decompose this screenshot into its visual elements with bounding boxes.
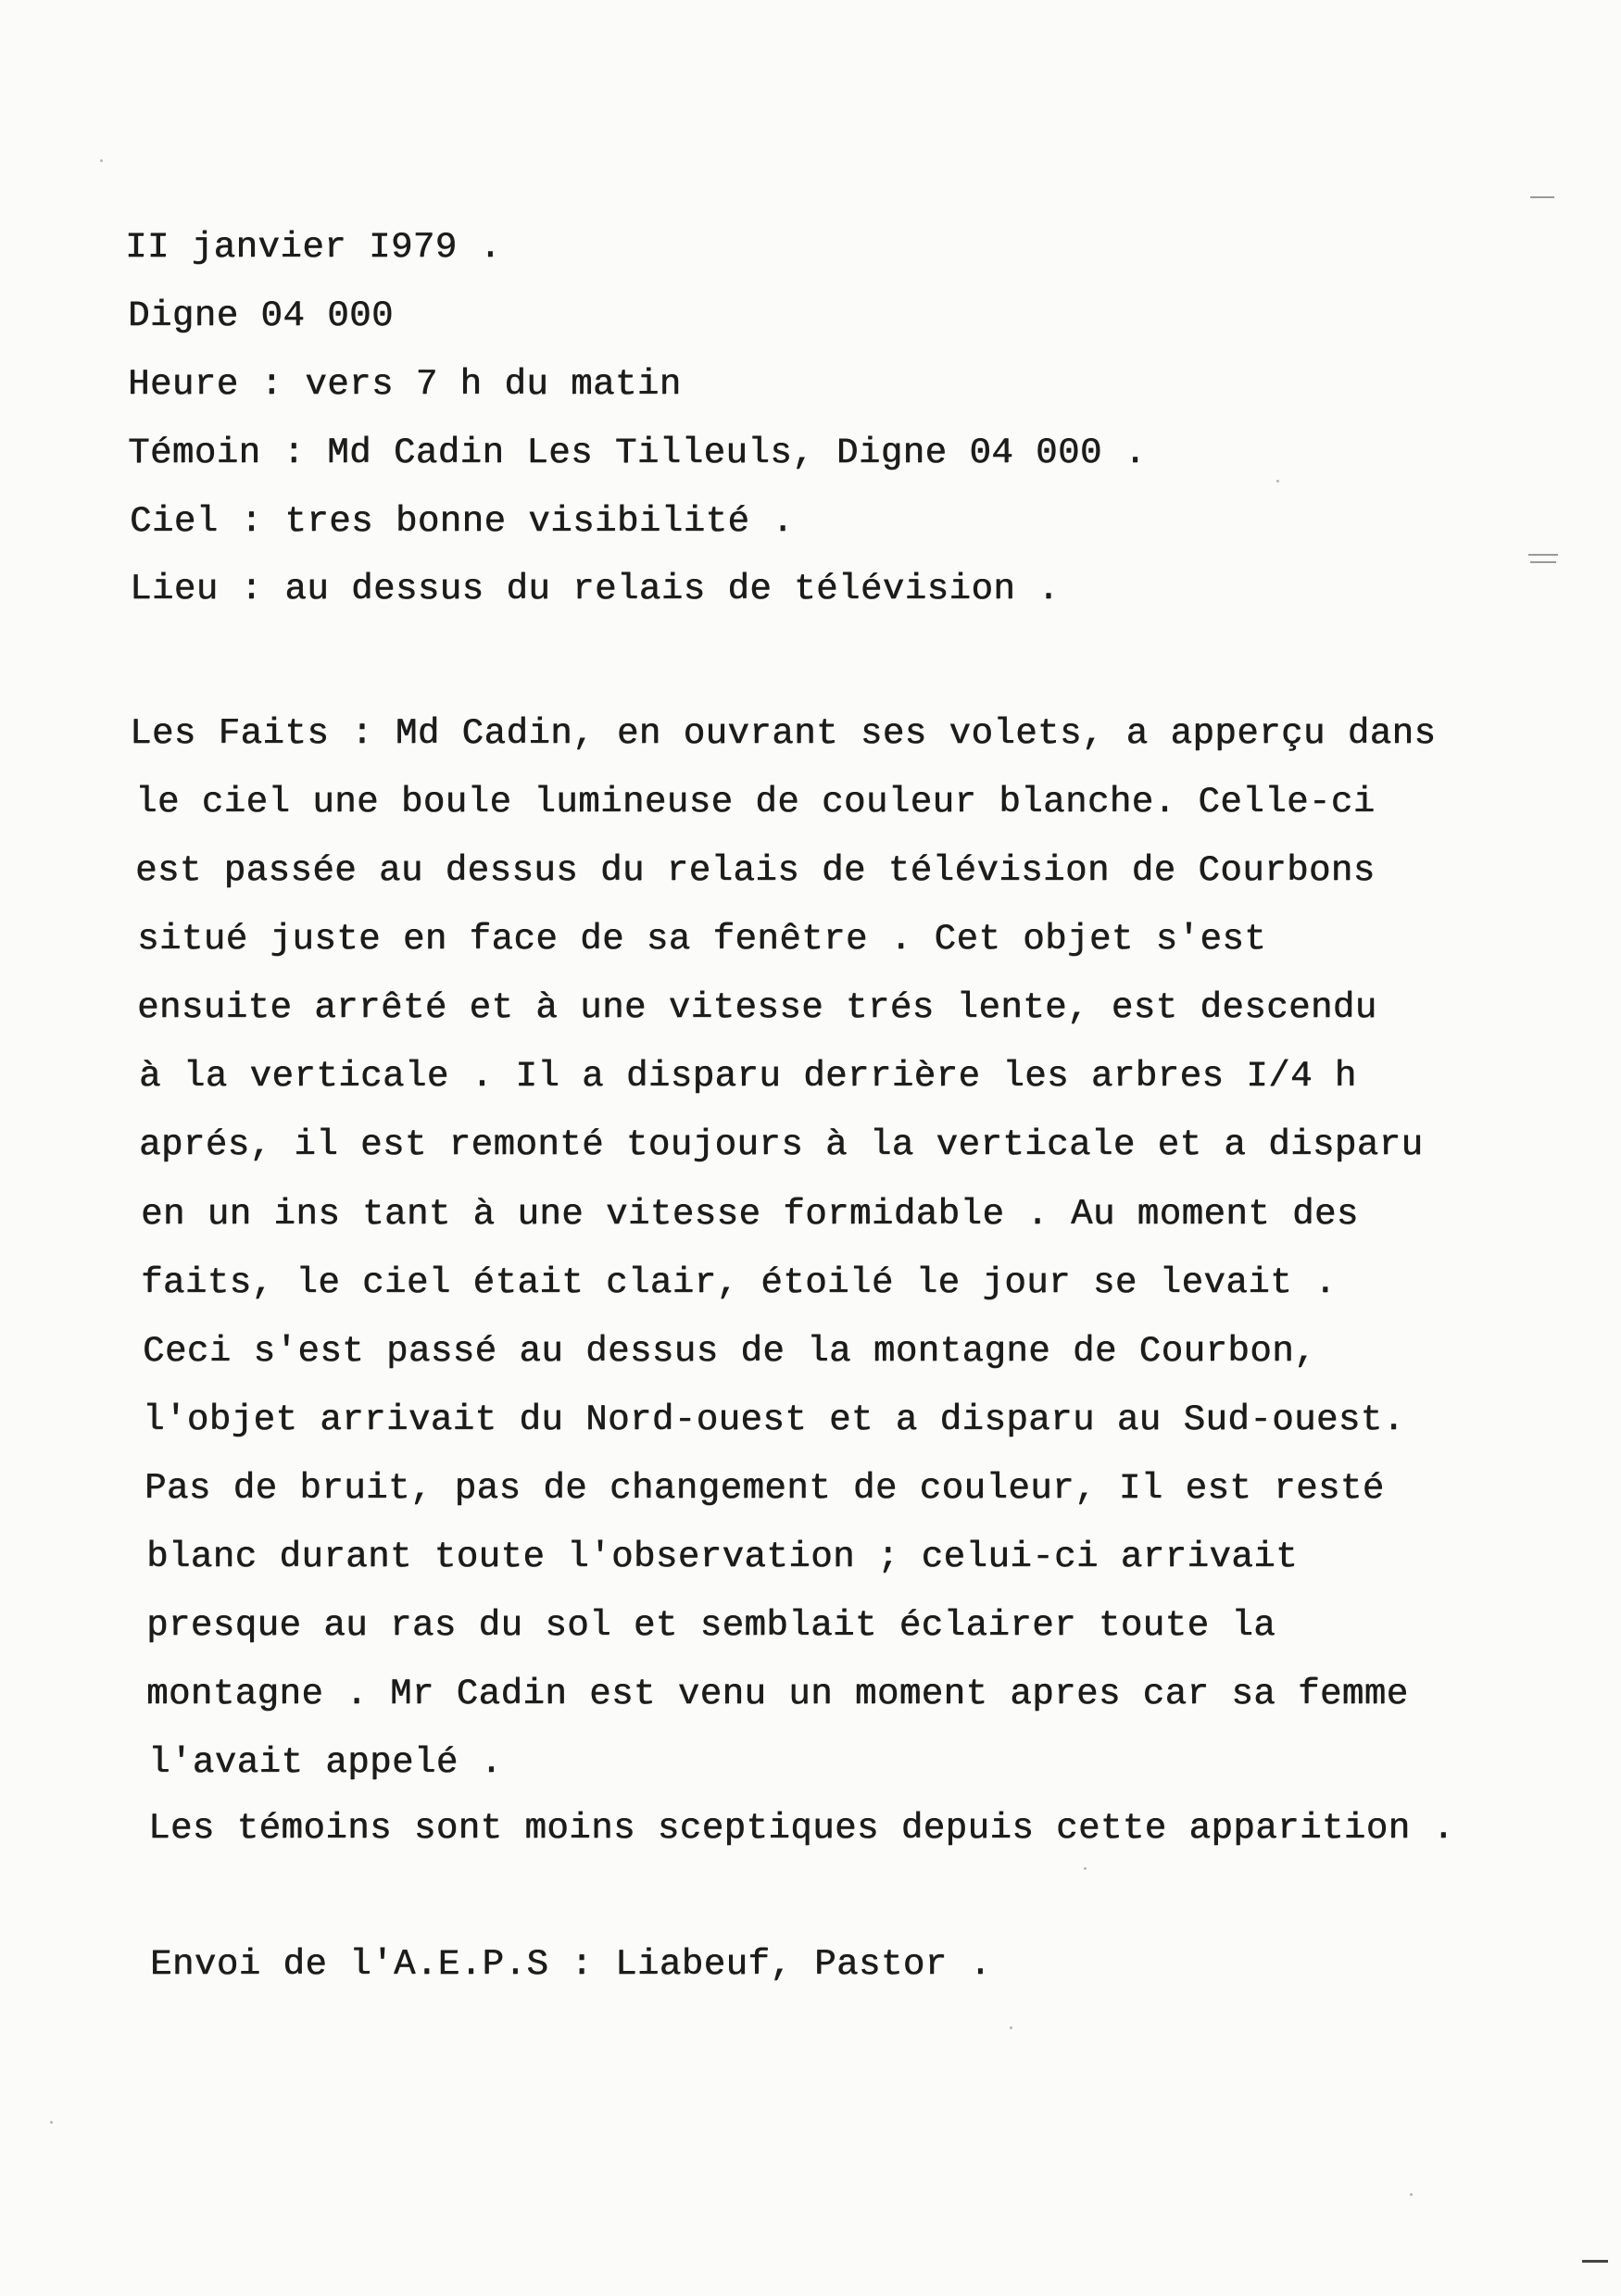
report-sky: Ciel : tres bonne visibilité . bbox=[130, 501, 795, 542]
facts-line: en un ins tant à une vitesse formidable . Au moment des bbox=[141, 1194, 1359, 1235]
facts-line: presque au ras du sol et semblait éclairer toute la bbox=[146, 1605, 1276, 1646]
facts-line: Les Faits : Md Cadin, en ouvrant ses volets, a apperçu dans bbox=[130, 713, 1437, 754]
facts-line: est passée au dessus du relais de télévision de Courbons bbox=[135, 850, 1376, 891]
report-sender: Envoi de l'A.E.P.S : Liabeuf, Pastor . bbox=[150, 1944, 992, 1985]
scan-speck bbox=[1276, 480, 1279, 483]
report-time: Heure : vers 7 h du matin bbox=[128, 364, 682, 405]
scan-mark bbox=[1528, 554, 1558, 556]
report-place: Digne 04 000 bbox=[128, 295, 394, 336]
facts-line: Ceci s'est passé au dessus de la montagne de Courbon, bbox=[143, 1331, 1316, 1372]
scan-speck bbox=[1410, 2193, 1413, 2196]
report-location: Lieu : au dessus du relais de télévision . bbox=[130, 569, 1060, 609]
facts-line: l'objet arrivait du Nord-ouest et a disparu au Sud-ouest. bbox=[143, 1399, 1405, 1440]
scan-speck bbox=[100, 159, 103, 162]
facts-line: ensuite arrêté et à une vitesse trés lente, est descendu bbox=[137, 987, 1377, 1028]
scan-speck bbox=[1010, 2026, 1012, 2029]
facts-line: à la verticale . Il a disparu derrière les arbres I/4 h bbox=[139, 1056, 1357, 1097]
facts-line: Pas de bruit, pas de changement de couleur, Il est resté bbox=[145, 1468, 1385, 1509]
facts-line: aprés, il est remonté toujours à la verticale et a disparu bbox=[139, 1124, 1424, 1165]
report-date: II janvier I979 . bbox=[125, 227, 502, 268]
facts-line: blanc durant toute l'observation ; celui-ci arrivait bbox=[146, 1537, 1298, 1577]
scan-speck bbox=[1084, 1867, 1087, 1870]
facts-line: Les témoins sont moins sceptiques depuis cette apparition . bbox=[148, 1808, 1455, 1849]
scan-mark bbox=[1530, 196, 1554, 198]
scan-speck bbox=[50, 2121, 53, 2124]
facts-line: faits, le ciel était clair, étoilé le jour se levait . bbox=[141, 1262, 1337, 1303]
scan-mark bbox=[1530, 561, 1556, 563]
facts-line: situé juste en face de sa fenêtre . Cet objet s'est bbox=[137, 919, 1267, 960]
report-witness: Témoin : Md Cadin Les Tilleuls, Digne 04 000 . bbox=[128, 433, 1147, 473]
scan-mark bbox=[1582, 2260, 1608, 2263]
facts-line: montagne . Mr Cadin est venu un moment apres car sa femme bbox=[146, 1674, 1409, 1714]
facts-line: le ciel une boule lumineuse de couleur blanche. Celle-ci bbox=[135, 782, 1376, 822]
facts-line: l'avait appelé . bbox=[148, 1742, 503, 1783]
